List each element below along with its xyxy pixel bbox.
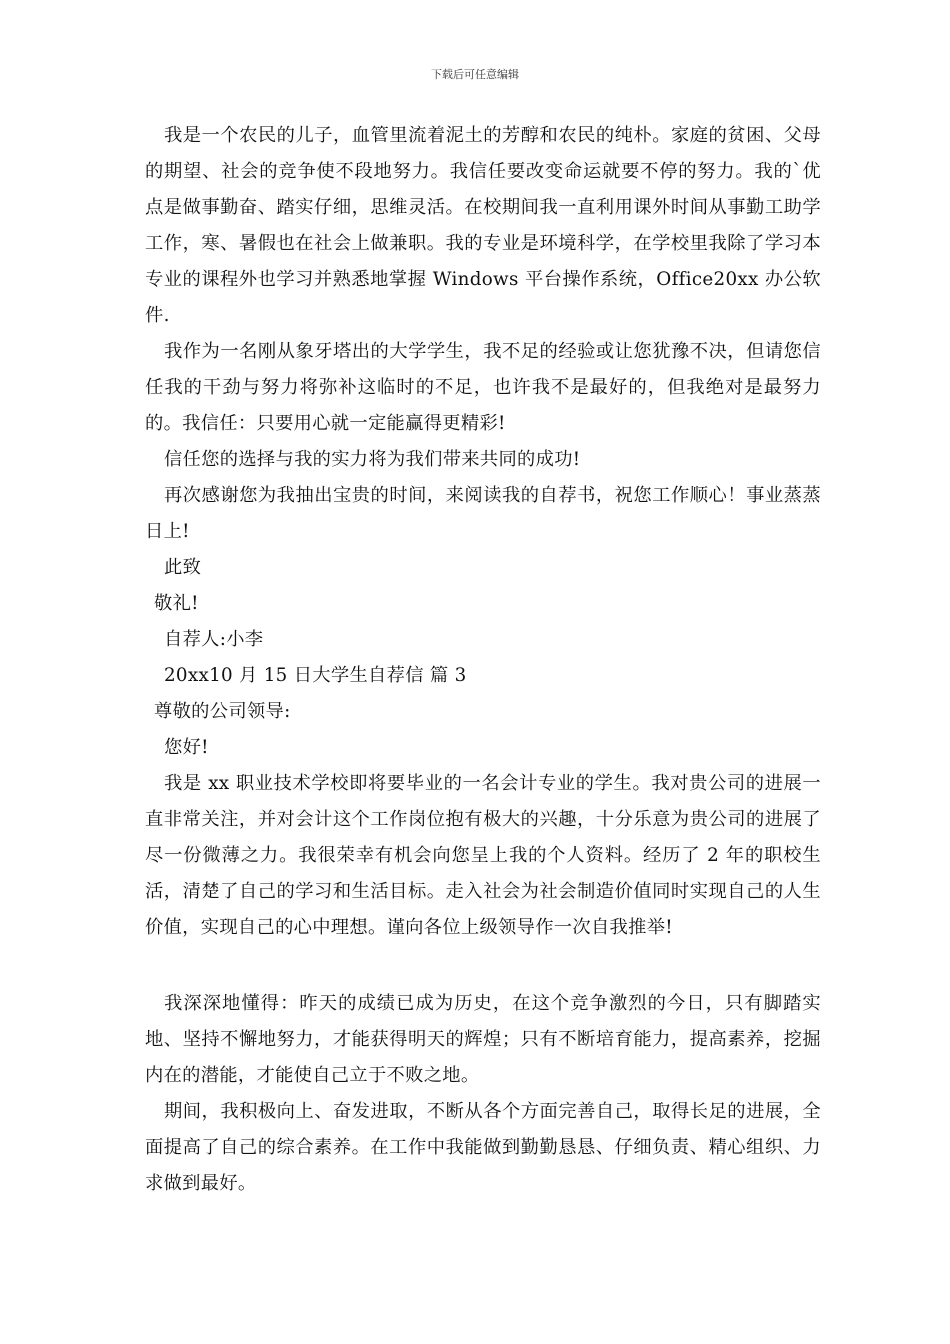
paragraph-choice: 信任您的选择与我的实力将为我们带来共同的成功! (164, 449, 581, 470)
document-body (145, 118, 821, 1202)
closing-regards: 敬礼! (154, 593, 199, 614)
paragraph-background: 我是一个农民的儿子，血管里流着泥土的芳醇和农民的纯朴。家庭的贫困、父母的期望、社会的竞争使不段地努力。我信任要改变命运就要不停的努力。我的`优点是做事勤奋、踏实仔细，思维灵活。在校期间我一直利用课外时间从事勤工助学工作，寒、暑假也在社会上做兼职。我的专业是环境科学，在学校里我除了学习本专业的课程外也学习并熟悉地掌握 Windows 平台操作系统，Office20xx 办公软件. (145, 125, 821, 326)
date-section-title: 20xx10 月 15 日大学生自荐信 篇 3 (164, 665, 467, 686)
letter-greeting-recipient: 尊敬的公司领导: (154, 701, 291, 722)
blank-line (145, 946, 821, 986)
letter-greeting-hello: 您好! (164, 737, 209, 758)
closing-salutation: 此致 (164, 557, 202, 578)
paragraph-understanding: 我深深地懂得：昨天的成绩已成为历史，在这个竞争激烈的今日，只有脚踏实地、坚持不懈地努力，才能获得明天的辉煌；只有不断培育能力，提高素养，挖掘内在的潜能，才能使自己立于不败之地。 (145, 993, 821, 1086)
paragraph-progress: 期间，我积极向上、奋发进取，不断从各个方面完善自己，取得长足的进展，全面提高了自己的综合素养。在工作中我能做到勤勤恳恳、仔细负责、精心组织、力求做到最好。 (145, 1101, 821, 1194)
paragraph-trust: 我作为一名刚从象牙塔出的大学学生，我不足的经验或让您犹豫不决，但请您信任我的干劲与努力将弥补这临时的不足，也许我不是最好的，但我绝对是最努力的。我信任：只要用心就一定能赢得更精彩! (145, 341, 821, 434)
header-note: 下载后可任意编辑 (431, 68, 519, 81)
paragraph-thanks: 再次感谢您为我抽出宝贵的时间，来阅读我的自荐书，祝您工作顺心！事业蒸蒸日上! (145, 485, 821, 542)
signature-line: 自荐人:小李 (164, 629, 264, 650)
paragraph-introduction: 我是 xx 职业技术学校即将要毕业的一名会计专业的学生。我对贵公司的进展一直非常关注，并对会计这个工作岗位抱有极大的兴趣，十分乐意为贵公司的进展了尽一份微薄之力。我很荣幸有机会向您呈上我的个人资料。经历了 2 年的职校生活，清楚了自己的学习和生活目标。走入社会为社会制造价值同时实现自己的人生价值，实现自己的心中理想。谨向各位上级领导作一次自我推举! (145, 773, 821, 938)
